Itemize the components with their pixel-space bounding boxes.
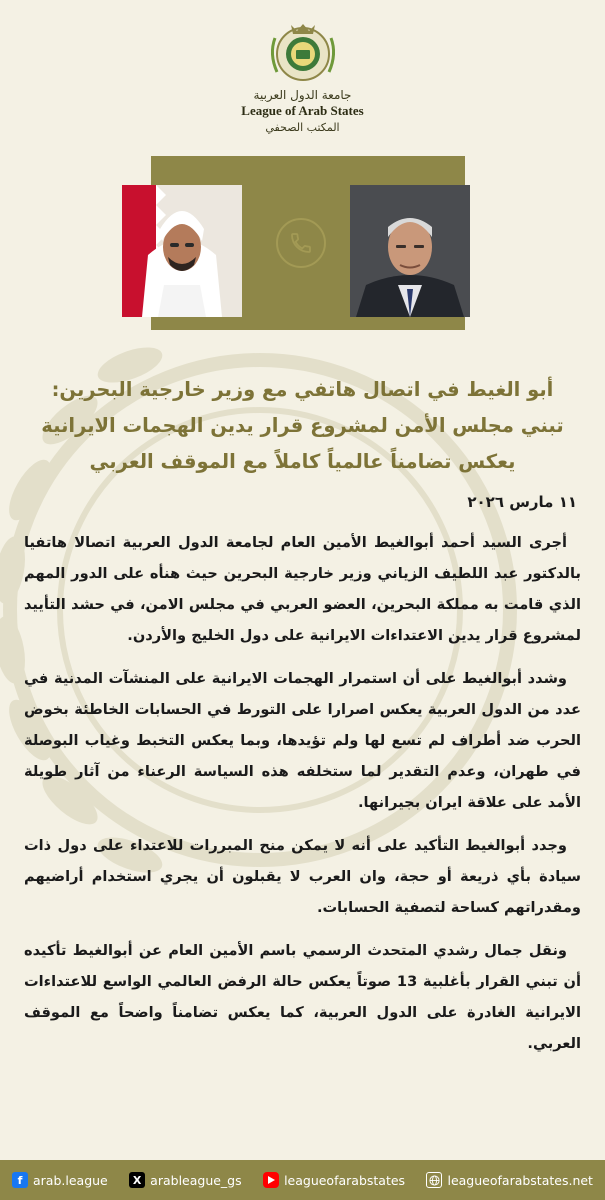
facebook-link[interactable] <box>12 1172 108 1188</box>
article-paragraph: أجرى السيد أحمد أبوالغيط الأمين العام لجامعة الدول العربية اتصالا هاتفيا بالدكتور عبد اللطيف الزياني وزير خارجية البحرين حيث هنأه على الدور المهم الذي قامت به مملكة البحرين، العضو العربي في مجلس الامن، في حشد التأييد لمشروع قرار يدين الاعتداءات الايرانية على دول الخليج والأردن. <box>24 534 581 644</box>
publication-date: ١١ مارس ٢٠٢٦ <box>467 493 577 511</box>
facebook-icon: f <box>12 1172 28 1188</box>
org-name-arabic: جامعة الدول العربية <box>253 88 352 102</box>
phone-call-badge <box>276 218 326 268</box>
article-paragraph: وشدد أبوالغيط على أن استمرار الهجمات الايرانية على المنشآت المدنية في عدد من الدول العربية يعكس اصرارا على التورط في الحسابات الخاطئة بخوض الحرب ضد أطراف لم تسع لها ولم تؤيدها، وبما يعكس التخبط وغياب البوصلة في طهران، وعدم التقدير لما ستخلفه هذه السياسة الرعناء من آثار طويلة الأمد على علاقة ايران بجيرانها. <box>24 670 581 811</box>
x-icon: X <box>129 1172 145 1188</box>
article-paragraph: وجدد أبوالغيط التأكيد على أنه لا يمكن منح المبررات للاعتداء على دول ذات سيادة بأي ذريعة أو حجة، وان العرب لا يقبلون أن يجري استخدام أراضيهم ومقدراتهم كساحة لتصفية الحسابات. <box>24 837 581 916</box>
headline-line-2: تبني مجلس الأمن لمشروع قرار يدين الهجمات الايرانية <box>41 414 564 437</box>
globe-icon <box>426 1172 442 1188</box>
article-paragraph: ونقل جمال رشدي المتحدث الرسمي باسم الأمين العام عن أبوالغيط تأكيده أن تبني القرار بأغلبية 13 صوتاً يعكس حالة الرفض العالمي الواسع للاعتداءات الايرانية الغادرة على الدول العربية، كما يعكس تضامناً واضحاً مع الموقف العربي. <box>24 942 581 1052</box>
phone-icon <box>289 231 313 255</box>
press-office-header <box>0 20 605 134</box>
headline-line-1: أبو الغيط في اتصال هاتفي مع وزير خارجية البحرين: <box>51 378 554 401</box>
x-link[interactable] <box>129 1172 241 1188</box>
website-link[interactable] <box>426 1172 592 1188</box>
photo-secretary-general <box>350 185 470 317</box>
facebook-handle: arab.league <box>33 1172 108 1188</box>
youtube-handle: leagueofarabstates <box>284 1172 406 1188</box>
arab-league-logo <box>261 20 345 86</box>
article-body <box>24 527 581 1071</box>
photo-bahrain-foreign-minister <box>122 185 242 317</box>
org-name-english: League of Arab States <box>241 103 364 118</box>
youtube-link[interactable] <box>263 1172 405 1188</box>
headline <box>20 372 585 480</box>
youtube-icon <box>263 1172 279 1188</box>
social-footer <box>0 1160 605 1200</box>
headline-line-3: يعكس تضامناً عالمياً كاملاً مع الموقف العربي <box>89 450 516 473</box>
press-office-label: المكتب الصحفي <box>265 121 340 134</box>
x-handle: arableague_gs <box>150 1172 242 1188</box>
website-url: leagueofarabstates.net <box>447 1172 593 1188</box>
